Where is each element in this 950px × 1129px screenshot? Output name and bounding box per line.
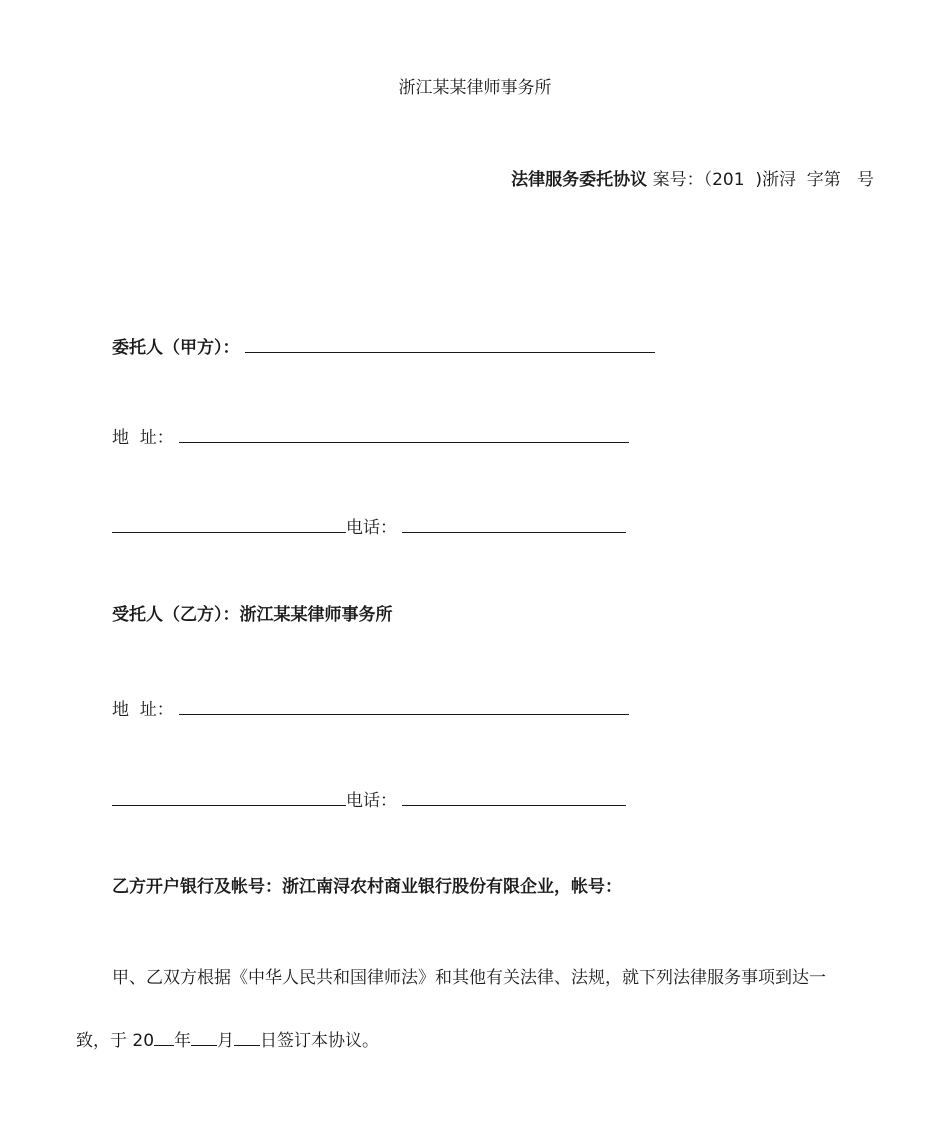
- agent-phone-label: 电话：: [346, 791, 397, 812]
- principal-row: [112, 336, 655, 357]
- principal-phone-row: [112, 516, 626, 537]
- principal-extra-field[interactable]: [112, 516, 346, 533]
- agent-address-row: [112, 698, 629, 719]
- month-unit: 月: [217, 1031, 235, 1052]
- agreement-line-2: [76, 1029, 379, 1050]
- agreement-line-1: [112, 970, 826, 987]
- principal-phone-field[interactable]: [402, 516, 626, 533]
- year-unit: 年: [174, 1031, 192, 1052]
- agent-address-label: 地 址：: [112, 700, 174, 721]
- bank-account-text: 乙方开户银行及帐号：浙江南浔农村商业银行股份有限企业，帐号：: [112, 877, 622, 897]
- agent-name: 浙江某某律师事务所: [239, 605, 393, 625]
- document-title: 法律服务委托协议: [511, 170, 648, 190]
- principal-address-field[interactable]: [179, 426, 629, 443]
- year-field[interactable]: [154, 1029, 174, 1046]
- principal-phone-label: 电话：: [346, 518, 397, 539]
- month-field[interactable]: [191, 1029, 217, 1046]
- title-line: [511, 172, 874, 189]
- firm-name-heading: [0, 80, 950, 97]
- day-field[interactable]: [234, 1029, 260, 1046]
- agent-phone-row: [112, 789, 626, 810]
- agreement-text-2-prefix: 致，于 20: [76, 1031, 155, 1052]
- principal-address-row: [112, 426, 629, 447]
- agent-extra-field[interactable]: [112, 789, 346, 806]
- bank-account-row: [112, 879, 622, 896]
- principal-name-field[interactable]: [245, 336, 655, 353]
- agent-phone-field[interactable]: [402, 789, 626, 806]
- principal-label: 委托人（甲方）：: [112, 338, 240, 359]
- firm-name: 浙江某某律师事务所: [398, 78, 552, 98]
- agent-row: [112, 607, 393, 624]
- principal-address-label: 地 址：: [112, 428, 174, 449]
- case-number: 案号：（201 )浙浔 字第 号: [652, 170, 874, 190]
- agent-label: 受托人（乙方）：: [112, 605, 240, 625]
- agent-address-field[interactable]: [179, 698, 629, 715]
- agreement-text-2-suffix: 日签订本协议。: [260, 1031, 380, 1052]
- agreement-text-1: 甲、乙双方根据《中华人民共和国律师法》和其他有关法律、法规，就下列法律服务事项到达一: [112, 968, 826, 988]
